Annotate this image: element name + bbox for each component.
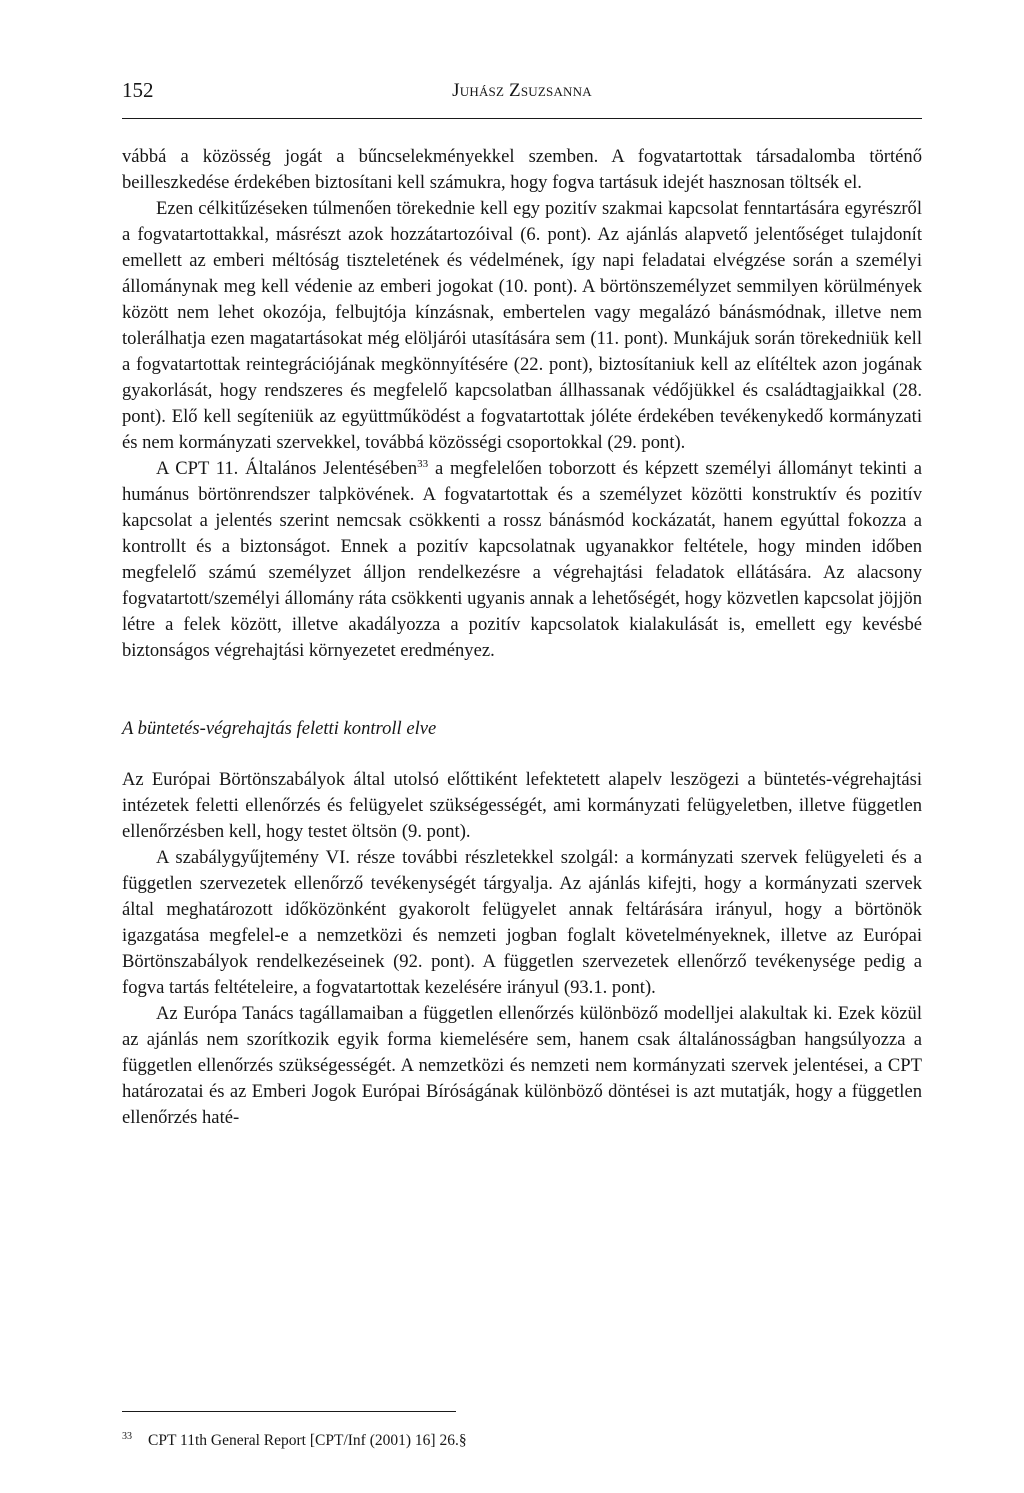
body-text	[122, 144, 922, 1131]
spacer	[122, 664, 922, 716]
footnote-text: CPT 11th General Report [CPT/Inf (2001) 16] 26.§	[148, 1432, 467, 1449]
footnote: 33 CPT 11th General Report [CPT/Inf (2001) 16] 26.§	[122, 1431, 467, 1449]
paragraph-independent-models: Az Európa Tanács tagállamaiban a független ellenőrzés különböző modelljei alakultak ki. Ezek közül az ajánlás nem szorítkozik egyik forma kiemelésére sem, hanem csak általánosságban hangsúlyozza a független ellenőrzés szükségességét. A nemzetközi és nemzeti nem kormányzati szervek jelentései, a CPT határozatai és az Emberi Jogok Európai Bíróságának különböző döntései is azt mutatják, hogy a független ellenőrzés haté-	[122, 1003, 922, 1128]
paragraph-control-principle: Az Európai Börtönszabályok által utolsó előttiként lefektetett alapelv leszögezi a büntetés-végrehajtási intézetek feletti ellenőrzés és felügyelet szükségességét, ami kormányzati felügyeletben, illetve független ellenőrzésben kell, hogy testet öltsön (9. pont).	[122, 769, 922, 842]
header-rule	[122, 118, 922, 119]
footnote-rule	[122, 1411, 456, 1412]
spacer	[122, 742, 922, 767]
paragraph-cpt-report	[122, 456, 922, 664]
paragraph-cpt-report-start: A CPT 11. Általános Jelentésében	[156, 458, 418, 479]
page-header	[122, 76, 922, 110]
section-heading: A büntetés-végrehajtás feletti kontroll elve	[122, 718, 437, 739]
paragraph-continued: vábbá a közösség jogát a bűncselekményekkel szemben. A fogvatartottak társadalomba történő beilleszkedése érdekében biztosítani kell számukra, hogy fogva tartásuk idejét hasznosan töltsék el.	[122, 146, 922, 193]
footnote-reference: 33	[417, 457, 429, 470]
paragraph-cpt-report-rest: a megfelelően toborzott és képzett személyi állományt tekinti a humánus börtönrendszer talpkövének. A fogvatartottak és a személyzet közötti konstruktív és pozitív kapcsolat a jelentés szerint nemcsak csökkenti a rossz bánásmód kockázatát, hanem egyúttal fokozza a kontrollt és a biztonságot. Ennek a pozitív kapcsolatnak ugyanakkor feltétele, hogy minden időben megfelelő számú személyzet álljon rendelkezésre a végrehajtási feladatok ellátására. Az alacsony fogvatartott/személyi állomány ráta csökkenti ugyanis annak a lehetőségét, hogy közvetlen kapcsolat jöjjön létre a felek között, illetve akadályozza a pozitív kapcsolatok kialakulását is, emellett egy kevésbé biztonságos végrehajtási környezetet eredményez.	[122, 458, 922, 661]
page-number: 152	[122, 78, 154, 102]
paragraph-supervision: A szabálygyűjtemény VI. része további részletekkel szolgál: a kormányzati szervek felügyeleti és a független szervezetek ellenőrző tevékenységét tárgyalja. Az ajánlás kifejti, hogy a kormányzati szervek által meghatározott időközönként gyakorolt felügyelet annak feltárására irányul, hogy a börtönök igazgatása megfelel-e a nemzetközi és nemzeti jogban foglalt követelményeknek, illetve az Európai Börtönszabályok rendelkezéseinek (92. pont). A független szervezetek ellenőrző tevékenysége pedig a fogva tartás feltételeire, a fogvatartottak kezelésére irányul (93.1. pont).	[122, 847, 922, 998]
paragraph-staff-duties: Ezen célkitűzéseken túlmenően törekednie kell egy pozitív szakmai kapcsolat fenntartására egyrészről a fogvatartottakkal, másrészt azok hozzátartozóival (6. pont). Az ajánlás alapvető jelentőséget tulajdonít emellett az emberi méltóság tiszteletének és védelmének, így napi feladatai elvégzése során a személyi állománynak meg kell védenie az emberi jogokat (10. pont). A börtönszemélyzet semmilyen körülmények között nem lehet okozója, felbujtója kínzásnak, embertelen vagy megalázó bánásmódnak, illetve nem tolerálhatja ezen magatartásokat még elöljárói utasítására sem (11. pont). Munkájuk során törekedniük kell a fogvatartottak reintegrációjának megkönnyítésére (22. pont), biztosítaniuk kell az elítéltek azon jogának gyakorlását, hogy rendszeres és megfelelő kapcsolatban állhassanak védőjükkel és családtagjaikkal (28. pont). Elő kell segíteniük az együttműködést a fogvatartottak jóléte érdekében tevékenykedő kormányzati és nem kormányzati szervekkel, továbbá közösségi csoportokkal (29. pont).	[122, 198, 922, 453]
running-head-author: Juhász Zsuzsanna	[452, 80, 592, 101]
